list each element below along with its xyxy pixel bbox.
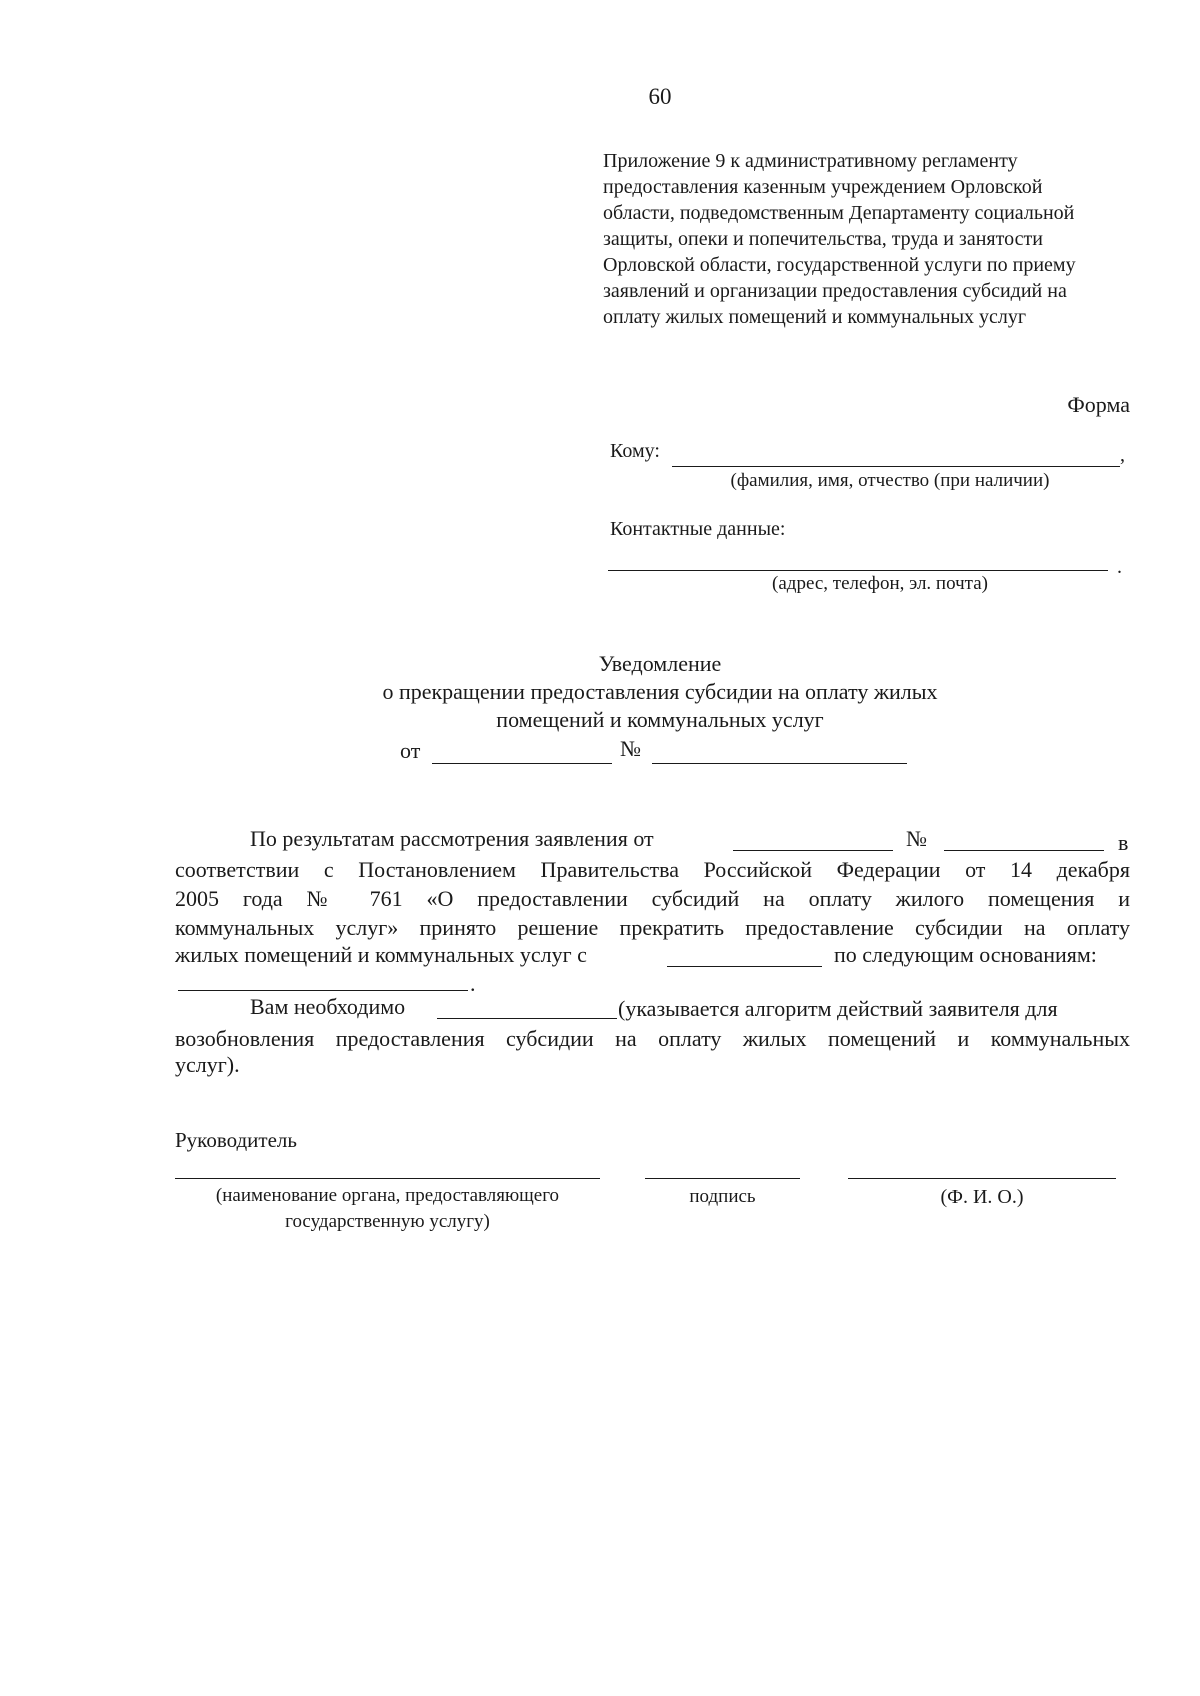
- org-name-hint-2: государственную услугу): [285, 1211, 490, 1232]
- body-p1-line-2: соответствии с Постановлением Правительства Российской Федерации от 14 декабря: [175, 857, 1130, 882]
- page-number: 60: [648, 84, 672, 109]
- application-date-line: [733, 850, 893, 851]
- appendix-line: заявлений и организации предоставления субсидий на: [603, 280, 1067, 302]
- signature-line: [645, 1178, 800, 1179]
- application-number-line: [944, 850, 1104, 851]
- fio-line: [848, 1178, 1116, 1179]
- appendix-header: [603, 148, 1143, 330]
- body-p1-no: №: [906, 826, 927, 851]
- appendix-line: оплату жилых помещений и коммунальных услуг: [603, 306, 1027, 328]
- body-p1-line-4: коммунальных услуг» принято решение прекратить предоставление субсидии на оплату: [175, 915, 1130, 940]
- body-p2-start: Вам необходимо: [250, 994, 406, 1019]
- body-p2-line-2: возобновления предоставления субсидии на оплату жилых помещений и коммунальных: [175, 1026, 1130, 1051]
- appendix-line: области, подведомственным Департаменту социальной: [603, 202, 1075, 224]
- notice-number-prefix: №: [620, 736, 641, 761]
- recipient-comma: ,: [1120, 444, 1125, 466]
- notice-date-prefix: от: [400, 738, 421, 763]
- notice-date-line: [432, 763, 612, 764]
- body-p1-line-5a: жилых помещений и коммунальных услуг с: [175, 942, 587, 967]
- recipient-name-line: [672, 466, 1120, 467]
- body-p2-line-3: услуг).: [175, 1052, 240, 1077]
- notice-subtitle-2: помещений и коммунальных услуг: [496, 707, 824, 732]
- appendix-line: защиты, опеки и попечительства, труда и занятости: [603, 228, 1043, 250]
- body-p2-rest: (указывается алгоритм действий заявителя для: [618, 996, 1058, 1021]
- termination-date-line: [667, 966, 822, 967]
- fio-hint: (Ф. И. О.): [940, 1186, 1024, 1208]
- head-label: Руководитель: [175, 1128, 297, 1152]
- notice-subtitle-1: о прекращении предоставления субсидии на оплату жилых: [382, 679, 938, 704]
- body-p1-line-5b: по следующим основаниям:: [834, 942, 1097, 967]
- body-p1-intro: По результатам рассмотрения заявления от: [250, 826, 654, 851]
- form-label: Форма: [1067, 392, 1130, 417]
- actions-line: [437, 1018, 617, 1019]
- org-name-line: [175, 1178, 600, 1179]
- contacts-label: Контактные данные:: [610, 518, 786, 540]
- contacts-line: [608, 570, 1108, 571]
- signature-hint: подпись: [689, 1186, 756, 1207]
- contacts-period: .: [1117, 556, 1122, 578]
- appendix-line: Приложение 9 к административному регламенту: [603, 150, 1018, 172]
- grounds-period: .: [470, 971, 476, 996]
- body-p1-v: в: [1118, 830, 1129, 855]
- appendix-line: Орловской области, государственной услуги по приему: [603, 254, 1076, 276]
- recipient-label: Кому:: [610, 440, 660, 462]
- notice-title: Уведомление: [598, 651, 722, 676]
- org-name-hint-1: (наименование органа, предоставляющего: [215, 1185, 560, 1206]
- grounds-line: [178, 990, 468, 991]
- recipient-hint: (фамилия, имя, отчество (при наличии): [730, 470, 1050, 491]
- appendix-line: предоставления казенным учреждением Орловской: [603, 176, 1043, 198]
- contacts-hint: (адрес, телефон, эл. почта): [772, 573, 988, 594]
- notice-number-line: [652, 763, 907, 764]
- body-p1-line-3: 2005 года № 761 «О предоставлении субсидий на оплату жилого помещения и: [175, 886, 1130, 911]
